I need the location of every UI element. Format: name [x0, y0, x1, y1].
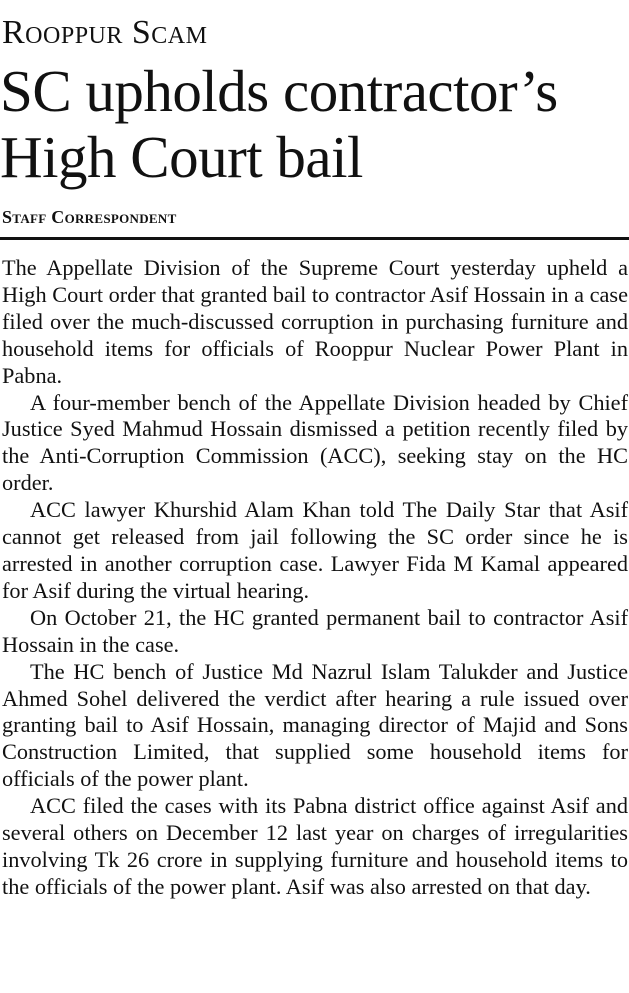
article-paragraph: The Appellate Division of the Supreme Court yesterday upheld a High Court order that granted bail to contractor Asif Hossain in a case filed over the much-discussed corruption in purchasing furniture and household items for officials of Rooppur Nuclear Power Plant in Pabna.	[2, 255, 628, 388]
article-paragraph: The HC bench of Justice Md Nazrul Islam Talukder and Justice Ahmed Sohel delivered the verdict after hearing a rule issued over granting bail to Asif Hossain, managing director of Majid and Sons Construction Limited, that supplied some household items for officials of the power plant.	[2, 658, 628, 792]
article-paragraph: ACC lawyer Khurshid Alam Khan told The Daily Star that Asif cannot get released from jail following the SC order since he is arrested in another corruption case. Lawyer Fida M Kamal appeared for Asif during the virtual hearing.	[2, 497, 628, 603]
article-paragraph: ACC filed the cases with its Pabna district office against Asif and several others on December 12 last year on charges of irregularities involving Tk 26 crore in supplying furniture and household items to the officials of the power plant. Asif was also arrested on that day.	[2, 793, 628, 899]
article-body	[2, 255, 628, 901]
headline: SC upholds contractor’s High Court bail	[0, 58, 558, 190]
article-paragraph: A four-member bench of the Appellate Division headed by Chief Justice Syed Mahmud Hossain dismissed a petition recently filed by the Anti-Corruption Commission (ACC), seeking stay on the HC order.	[2, 389, 628, 496]
article-paragraph: On October 21, the HC granted permanent bail to contractor Asif Hossain in the case.	[2, 604, 628, 657]
section-kicker: Rooppur Scam	[2, 14, 208, 51]
byline: Staff Correspondent	[2, 207, 177, 227]
divider-rule	[0, 237, 629, 240]
